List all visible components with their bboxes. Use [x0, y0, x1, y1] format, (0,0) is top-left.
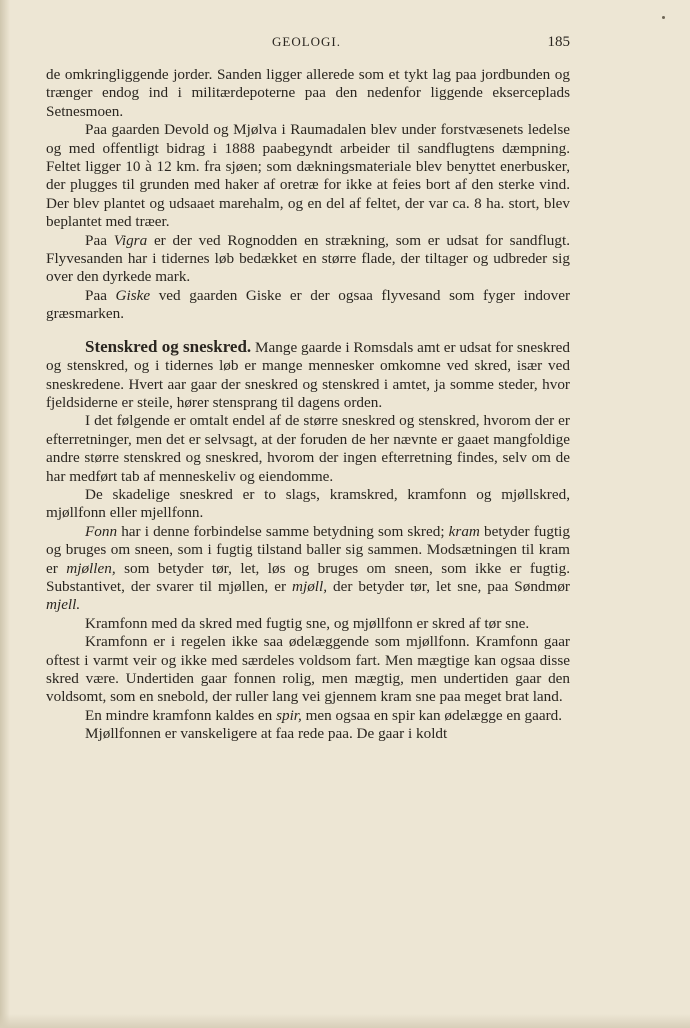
running-title: GEOLOGI.: [272, 34, 342, 49]
paragraph: de omkringliggende jorder. Sanden ligger allerede som et tykt lag paa jordbunden og trænger endog ind i militærdepoterne paa den nedenfor liggende ekserceplads Setnesmoen.: [46, 66, 570, 120]
paragraph: Paa gaarden Devold og Mjølva i Raumadalen blev under forstvæsenets ledelse og med offentligt bidrag i 1888 paabegyndt arbeider til sandflugtens dæmpning. Feltet ligger 10 à 12 km. fra sjøen; som dækningsmateriale blev benyttet enerbusker, der plugges til grunden med haker af oretræ for ikke at feies bort af den sterke vind. Der blev plantet og udsaaet marehalm, og en del af feltet, der var ca. 8 ha. stort, blev beplantet med træer.: [46, 121, 570, 231]
place-name: Vigra: [113, 231, 148, 249]
paragraph: Kramfonn med da skred med fugtig sne, og mjøllfonn er skred af tør sne.: [85, 614, 530, 632]
term: mjell.: [46, 596, 81, 614]
section-heading: Stenskred og sneskred.: [85, 336, 252, 356]
page-edge: [0, 0, 10, 1028]
term: kram: [448, 522, 480, 540]
place-name: Giske: [115, 286, 151, 304]
paragraph: Fonn har i denne forbindelse samme betydning som skred; kram betyder fugtig og bruges om sneen, som i fugtig tilstand baller sig sammen. Modsætningen til kram er mjøllen, som betyder tør, let, løs og bruges om sneen, som ikke er fugtig. Substantivet, der svarer til mjøllen, er mjøll, der betyder tør, let sne, paa Søndmør mjell.: [46, 522, 570, 614]
term: mjøll,: [292, 577, 328, 595]
speck: [662, 16, 665, 19]
paragraph: Stenskred og sneskred. Mange gaarde i Romsdals amt er udsat for sneskred og stenskred, og i tidernes løb er mange mennesker omkomne ved skred, især ved sneskredene. Hvert aar gaar der sneskred og stenskred i amtet, ja somme steder, hvor fjeldsiderne er steile, hører stensprang til dagens orden.: [46, 336, 570, 411]
page-number: 185: [547, 34, 570, 50]
paragraph: Kramfonn er i regelen ikke saa ødelæggende som mjøllfonn. Kramfonn gaar oftest i varmt veir og ikke med særdeles voldsom fart. Men mægtige kan ogsaa disse skred være. Undertiden gaar fonnen rolig, men mægtig, men undertiden gaar den voldsomt, som en snebold, der ruller lang vei gjennem kram sne paa meget brat land.: [46, 633, 570, 706]
paragraph: Mjøllfonnen er vanskeligere at faa rede paa. De gaar i koldt: [85, 725, 448, 743]
term: spir,: [276, 706, 302, 724]
paragraph: De skadelige sneskred er to slags, kramskred, kramfonn og mjøllskred, mjøllfonn eller mjellfonn.: [46, 485, 570, 522]
paragraph: I det følgende er omtalt endel af de større sneskred og stenskred, hvorom der er efterretninger, men det er selvsagt, at der foruden de her nævnte er gaaet mangfoldige andre større stenskred og sneskred, hvorom der ingen efterretning findes, selv om de har medført tab af menneskeliv og eiendomme.: [46, 412, 570, 485]
paragraph: En mindre kramfonn kaldes en spir, men ogsaa en spir kan ødelægge en gaard.: [85, 706, 563, 724]
body-text: [46, 66, 570, 744]
running-header: [46, 34, 570, 54]
paragraph: Paa Giske ved gaarden Giske er der ogsaa flyvesand som fyger indover græsmarken.: [46, 286, 570, 323]
paragraph: Paa Vigra er der ved Rognodden en strækning, som er udsat for sandflugt. Flyvesanden har i tidernes løb bedækket en større flade, der tiltager og udbreder sig over den dyrkede mark.: [46, 231, 570, 286]
term: mjøllen,: [66, 559, 116, 577]
page-bottom-shadow: [0, 1014, 690, 1028]
term: Fonn: [85, 522, 118, 540]
